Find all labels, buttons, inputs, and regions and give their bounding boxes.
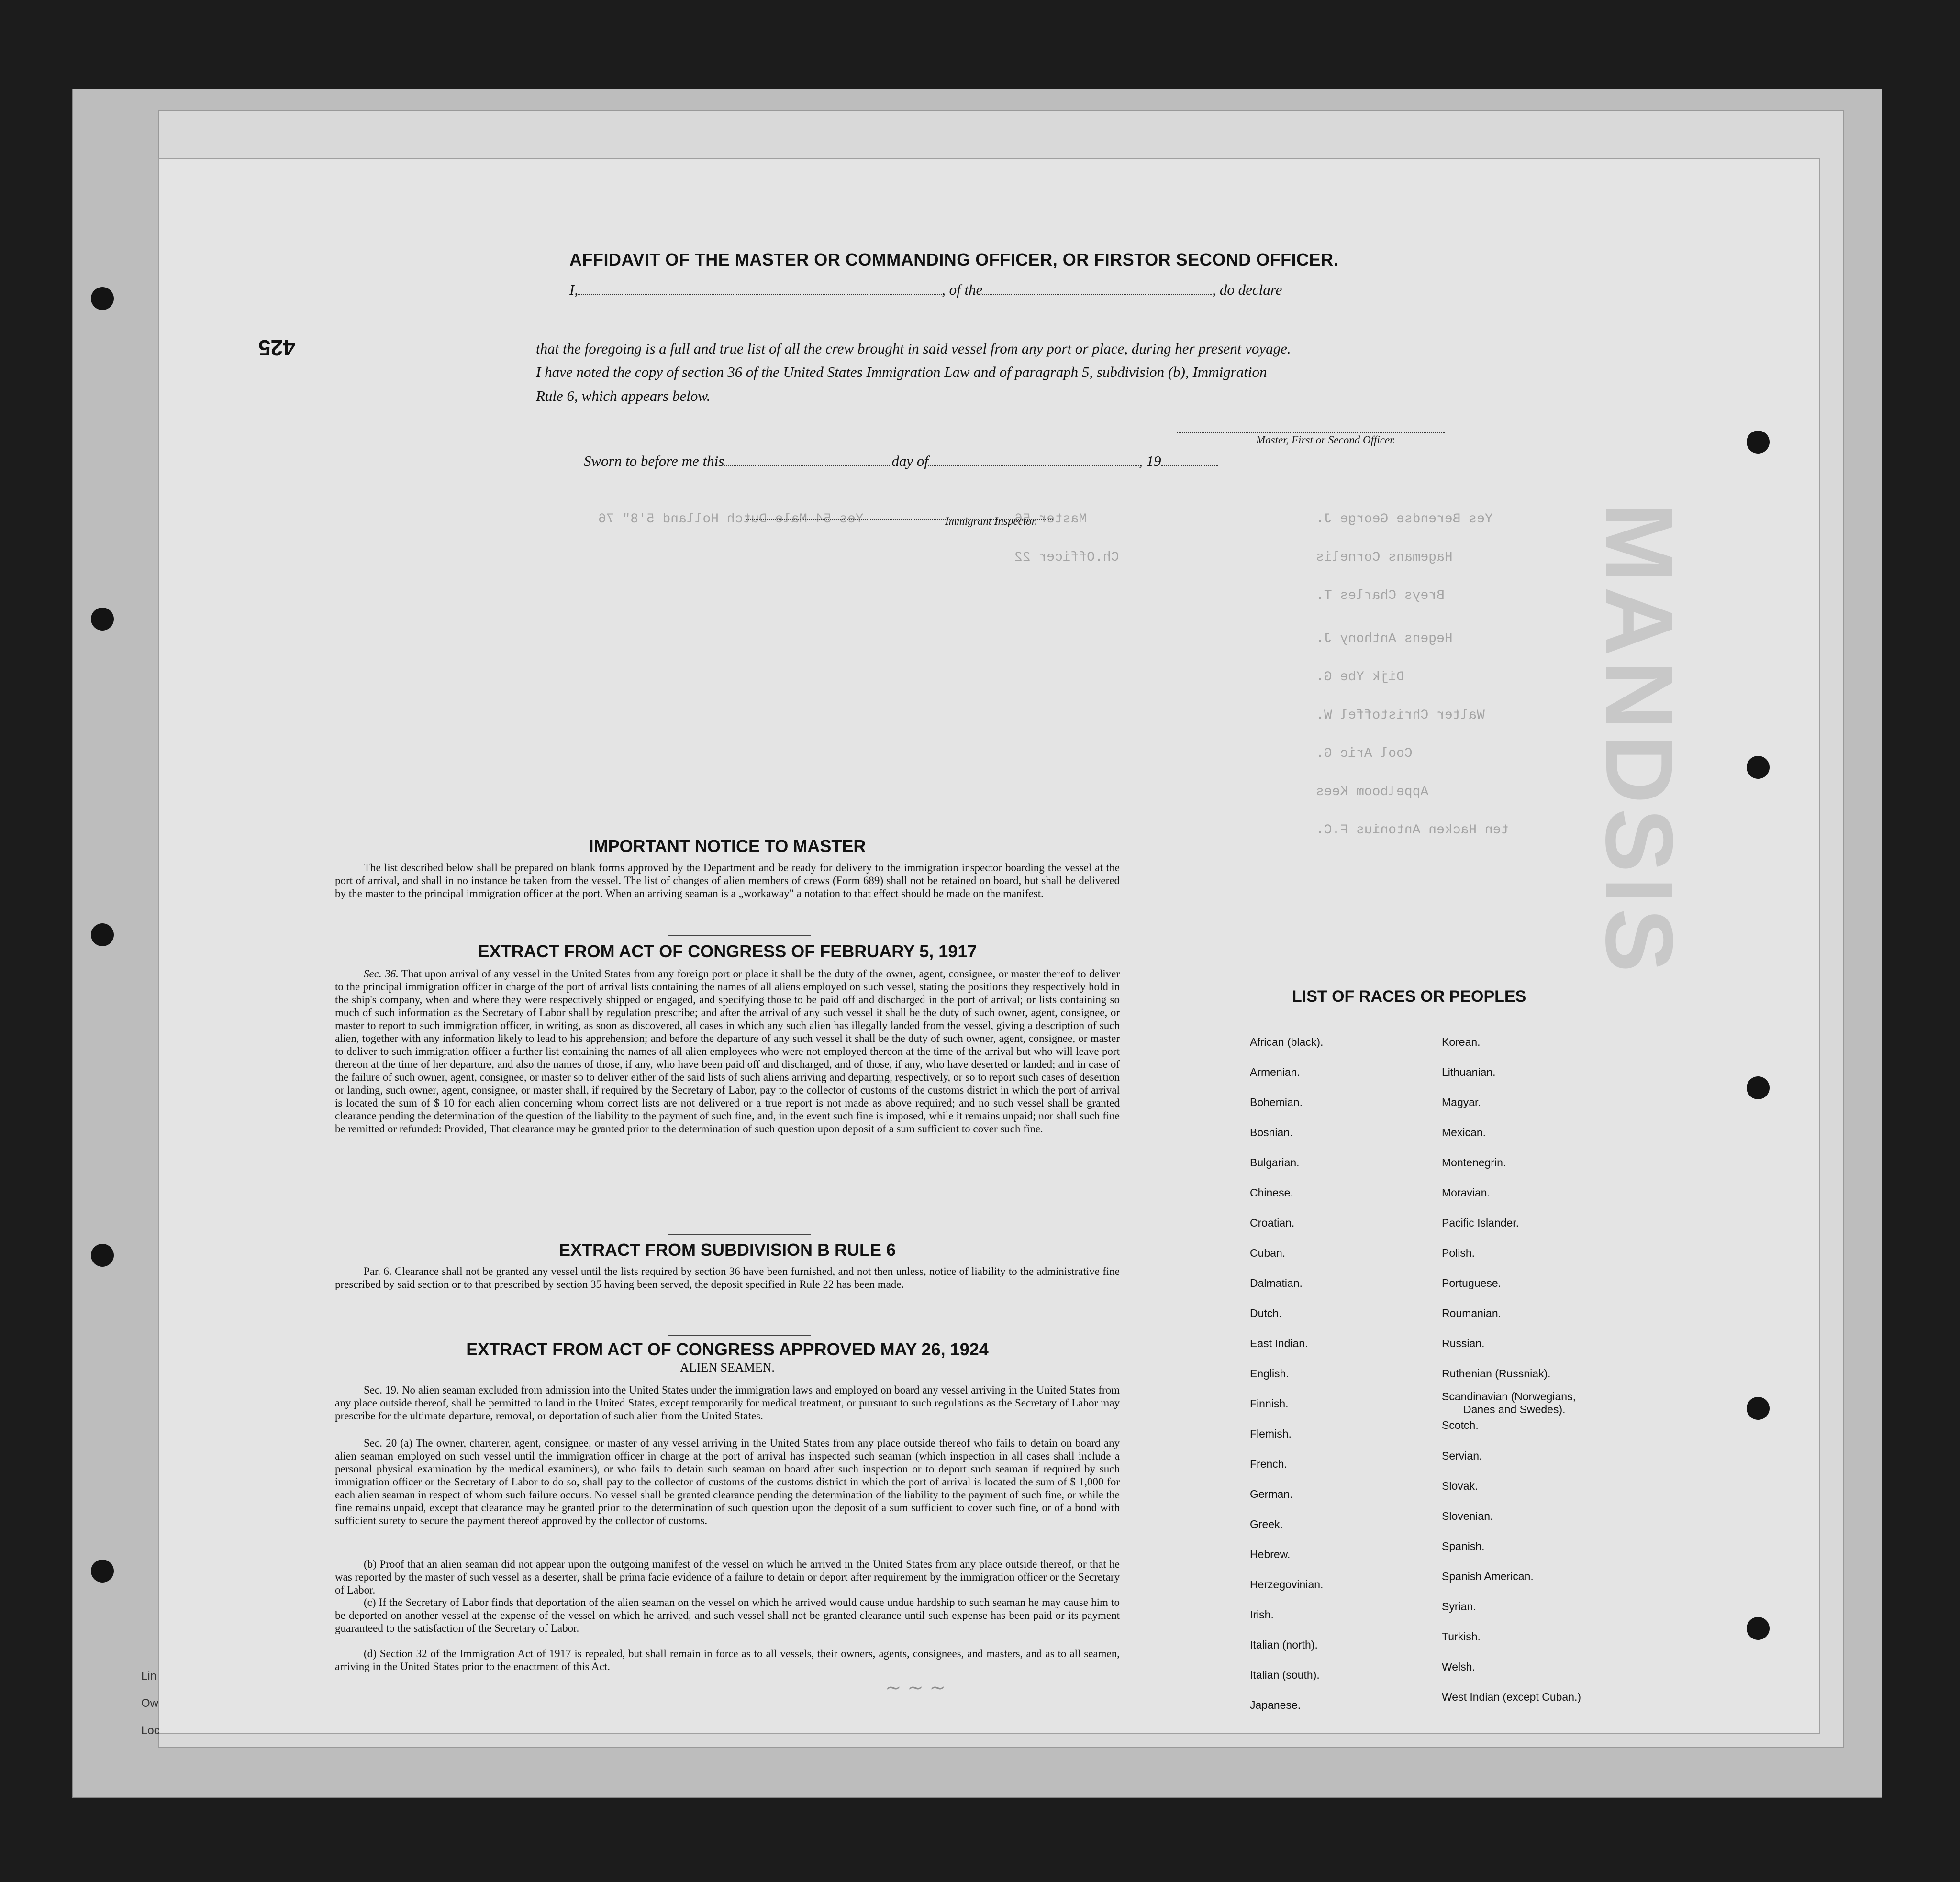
punch-hole	[91, 1244, 114, 1267]
punch-hole	[91, 923, 114, 946]
punch-hole	[1747, 1617, 1770, 1640]
affidavit-line-3: I have noted the copy of section 36 of the United States Immigration Law and of paragraph 5, subdivision (b), Immigration	[536, 364, 1267, 380]
bleed-through-text: Appelboom Kees	[1316, 785, 1429, 799]
race-item: French.	[1250, 1458, 1287, 1470]
bleed-through-text: Ch.Officer 22	[1014, 550, 1119, 565]
race-item: Montenegrin.	[1442, 1156, 1506, 1169]
race-item: English.	[1250, 1367, 1289, 1380]
race-item: Danes and Swedes).	[1463, 1403, 1566, 1416]
page-mark: 425	[258, 335, 295, 360]
extract-1924-sec19: Sec. 19. No alien seaman excluded from admission into the United States under the immigration laws and employed on board any vessel arriving in the United States from any place outside thereof, shall be permitted to land in the United States, except temporarily for medical treatment, or pursuant to such regulations as the Secretary of Labor may prescribe for the ultimate departure, removal, or deportation of such alien from the United States.	[335, 1384, 1120, 1422]
section-divider	[668, 1234, 811, 1235]
race-item: Japanese.	[1250, 1699, 1301, 1711]
race-item: Bulgarian.	[1250, 1156, 1300, 1169]
race-item: Bosnian.	[1250, 1126, 1293, 1139]
margin-label: Ow	[141, 1697, 158, 1710]
bleed-through-text: Breys Charles T.	[1316, 588, 1445, 603]
race-item: Herzegovinian.	[1250, 1578, 1324, 1591]
punch-hole	[1747, 431, 1770, 454]
race-item: Welsh.	[1442, 1661, 1475, 1673]
margin-label: Lin	[141, 1670, 157, 1683]
affidavit-title: AFFIDAVIT OF THE MASTER OR COMMANDING OFFICER, OR FIRSTOR SECOND OFFICER.	[569, 250, 1339, 269]
notice-body: The list described below shall be prepared on blank forms approved by the Department and be ready for delivery to the immigration inspector boarding the vessel at the port of arrival, and shall in no instance be taken from the vessel. The list of changes of alien members of crews (Form 689) shall not be retained on board, but shall be delivered by the master to the principal immigration officer at the port. When an arriving seaman is a „workaway" a notation to that effect should be made on the manifest.	[335, 862, 1120, 899]
port-stamp: MANDSIS	[1586, 502, 1693, 977]
race-item: Italian (south).	[1250, 1669, 1320, 1681]
extract-1924-sec20a: Sec. 20 (a) The owner, charterer, agent, consignee, or master of any vessel arriving in the United States from any place outside thereof who fails to detain on board any alien seaman employed on such vessel until the immigration officer in charge at the port of arrival has inspected such seaman (which inspection in all cases shall include a personal physical examination by the medical examiners), or who fails to detain such seaman on board after such inspection or to deport such seaman if required by such immigration officer or the Secretary of Labor to do so, shall pay to the collector of customs of the customs district in which the port of arrival is located the sum of $ 1,000 for each alien seaman in respect of whom such failure occurs. No vessel shall be granted clearance pending the determination of the liability to the payment of such fine, or while the fine remains unpaid, except that clearance may be granted prior to the determination of such question upon the deposit of a sum sufficient to cover such fine, or of a bond with sufficient surety to secure the payment thereof approved by the collector of customs.	[335, 1437, 1120, 1527]
bleed-through-text: Hagemans Cornelis	[1316, 550, 1453, 565]
race-item: Pacific Islander.	[1442, 1217, 1519, 1229]
race-item: Turkish.	[1442, 1630, 1481, 1643]
race-item: Syrian.	[1442, 1600, 1476, 1613]
signature-line	[1177, 432, 1445, 433]
punch-hole	[91, 287, 114, 310]
bleed-through-text: Master 56	[1014, 512, 1087, 527]
section-divider	[668, 935, 811, 936]
punch-hole	[1747, 1397, 1770, 1420]
extract-1917-body: Sec. 36. That upon arrival of any vessel in the United States from any foreign port or place it shall be the duty of the owner, agent, consignee, or master thereof to deliver to the principal immigration officer in charge of the port of arrival lists containing the names of all aliens employed on such vessel, stating the positions they respectively hold in the ship's company, when and where they were respectively shipped or engaged, and specifying those to be paid off and discharged in the port of arrival; or lists containing so much of such information as the Secretary of Labor shall by regulation prescribe; and after the arrival of any such vessel it shall be the duty of such owner, agent, consignee, or master to report to such immigration officer, in writing, as soon as discovered, all cases in which any such alien has illegally landed from the vessel, giving a description of such alien, together with any information likely to lead to his apprehension; and before the departure of any such vessel it shall be the duty of such owner, agent, consignee, or master to deliver to such immigration officer a further list containing the names of all alien employees who were not employed thereon at the time of the arrival but who will leave port thereon at the time of her departure, and also the names of those, if any, who have been paid off and discharged, and of those, if any, who have deserted or landed; and in case of the failure of such owner, agent, consignee, or master so to deliver either of the said lists of such aliens arriving and departing, respectively, or so to report such cases of desertion or landing, such owner, agent, consignee, or master shall, if required by the Secretary of Labor, pay to the collector of customs of the customs district in which the port of arrival is located the sum of $ 10 for each alien concerning whom correct lists are not delivered or a true report is not made as above required; and no such vessel shall be granted clearance pending the determination of the question of the liability to the payment of such fine, and, in the event such fine is imposed, while it remains unpaid; nor shall such fine be remitted or refunded: Provided, That clearance may be granted prior to the determination of such question upon deposit of a sum sufficient to cover such fine.	[335, 968, 1120, 1135]
bleed-through-text: Cool Arie G.	[1316, 746, 1413, 761]
officer-label: Master, First or Second Officer.	[1256, 434, 1396, 446]
race-item: Mexican.	[1442, 1126, 1486, 1139]
punch-hole	[91, 1560, 114, 1583]
race-item: German.	[1250, 1488, 1293, 1500]
punch-hole	[1747, 756, 1770, 779]
extract-1924-sec20d: (d) Section 32 of the Immigration Act of 1917 is repealed, but shall remain in force as to all vessels, their owners, agents, consignees, and masters, and as to all seamen, arriving in the United States prior to the enactment of this Act.	[335, 1648, 1120, 1672]
extract-1924-sec20c: (c) If the Secretary of Labor finds that deportation of the alien seaman on the vessel on which he arrived would cause undue hardship to such seaman he may cause him to be deported on another vessel at the expense of the vessel on which he arrived, and such vessel shall not be granted clearance until such expense has been paid or its payment guaranteed to the satisfaction of the Secretary of Labor.	[335, 1596, 1120, 1634]
affidavit-line-1: I, , of the , do declare	[569, 281, 1282, 298]
punch-hole	[1747, 1076, 1770, 1099]
race-item: Roumanian.	[1442, 1307, 1502, 1319]
bleed-through-text: Yes 54 Male Dutch Holland 5'8" 76	[598, 512, 864, 527]
race-item: Lithuanian.	[1442, 1066, 1496, 1078]
race-item: Cuban.	[1250, 1247, 1286, 1259]
rule-6-title: EXTRACT FROM SUBDIVISION B RULE 6	[558, 1240, 896, 1260]
race-item: Irish.	[1250, 1608, 1274, 1621]
race-item: Ruthenian (Russniak).	[1442, 1367, 1551, 1380]
affidavit-line-2: that the foregoing is a full and true list of all the crew brought in said vessel from any port or place, during her present voyage.	[536, 340, 1291, 357]
race-item: Croatian.	[1250, 1217, 1295, 1229]
race-item: Armenian.	[1250, 1066, 1300, 1078]
extract-1924-title: EXTRACT FROM ACT OF CONGRESS APPROVED MAY 26, 1924	[466, 1340, 989, 1359]
bleed-through-text: Walter Christoffel W.	[1316, 708, 1485, 723]
inspector-label: Immigrant Inspector.	[945, 515, 1037, 527]
races-title: LIST OF RACES OR PEOPLES	[1292, 987, 1526, 1006]
punch-hole	[91, 608, 114, 631]
extract-1924-sec20b: (b) Proof that an alien seaman did not appear upon the outgoing manifest of the vessel on which he arrived in the United States from any place outside thereof, or that he was reported by the master of such vessel as a deserter, shall be prima facie evidence of a failure to detain or deport after requirement by the immigration officer or the Secretary of Labor.	[335, 1558, 1120, 1596]
race-item: Magyar.	[1442, 1096, 1481, 1108]
bleed-through-text: ten Hacken Antonius F.C.	[1316, 823, 1509, 838]
bleed-through-text: Hegens Anthony J.	[1316, 631, 1453, 646]
race-item: Dalmatian.	[1250, 1277, 1303, 1289]
race-item: African (black).	[1250, 1036, 1324, 1048]
race-item: Scotch.	[1442, 1419, 1479, 1431]
race-item: Polish.	[1442, 1247, 1475, 1259]
margin-label: Loc	[141, 1724, 160, 1737]
handwritten-signature: ~ ~ ~	[885, 1677, 946, 1699]
race-item: Russian.	[1442, 1337, 1485, 1350]
bleed-through-text: Yes Berendse George J.	[1316, 512, 1493, 527]
race-item: Flemish.	[1250, 1428, 1292, 1440]
race-item: Moravian.	[1442, 1186, 1490, 1199]
race-item: Spanish.	[1442, 1540, 1485, 1552]
race-item: Dutch.	[1250, 1307, 1282, 1319]
race-item: Slovak.	[1442, 1480, 1478, 1492]
race-item: Finnish.	[1250, 1397, 1289, 1410]
race-item: Spanish American.	[1442, 1570, 1534, 1583]
rule-6-body: Par. 6. Clearance shall not be granted any vessel until the lists required by section 36 have been furnished, and not then unless, notice of liability to the administrative fine prescribed by said section or to that prescribed by section 35 having been served, the deposit specified in Rule 22 has been made.	[335, 1265, 1120, 1290]
race-item: West Indian (except Cuban.)	[1442, 1691, 1581, 1703]
race-item: Korean.	[1442, 1036, 1481, 1048]
race-item: East Indian.	[1250, 1337, 1308, 1350]
section-divider	[668, 1335, 811, 1336]
bleed-through-text: Dijk Ybe G.	[1316, 670, 1404, 685]
extract-1924-subtitle: ALIEN SEAMEN.	[680, 1361, 775, 1374]
race-item: Portuguese.	[1442, 1277, 1502, 1289]
race-item: Servian.	[1442, 1450, 1482, 1462]
affidavit-line-4: Rule 6, which appears below.	[536, 387, 711, 404]
race-item: Scandinavian (Norwegians,	[1442, 1390, 1576, 1403]
race-item: Greek.	[1250, 1518, 1283, 1530]
extract-1917-title: EXTRACT FROM ACT OF CONGRESS OF FEBRUARY 5, 1917	[478, 941, 977, 961]
race-item: Slovenian.	[1442, 1510, 1493, 1522]
sworn-line: Sworn to before me this day of , 19	[584, 453, 1218, 470]
race-item: Bohemian.	[1250, 1096, 1303, 1108]
race-item: Chinese.	[1250, 1186, 1293, 1199]
race-item: Italian (north).	[1250, 1638, 1318, 1651]
notice-title: IMPORTANT NOTICE TO MASTER	[589, 836, 866, 856]
race-item: Hebrew.	[1250, 1548, 1291, 1561]
